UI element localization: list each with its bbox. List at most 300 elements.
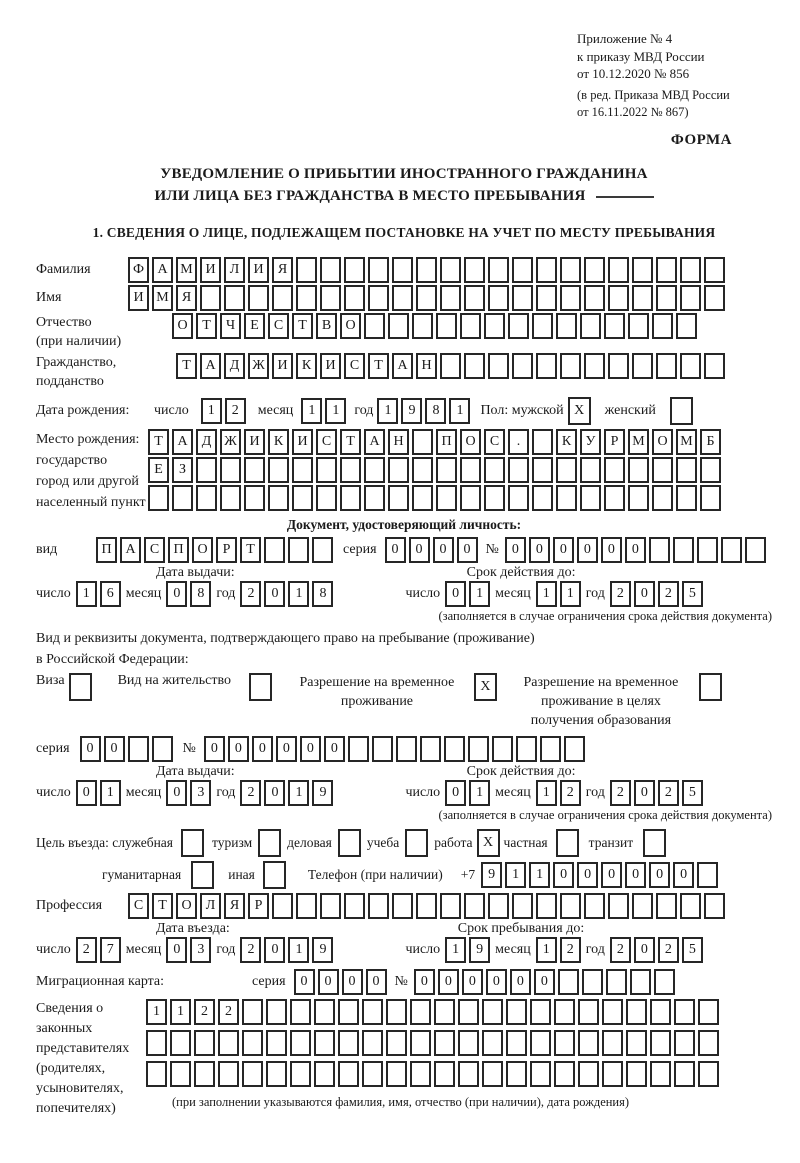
char-box[interactable]: П bbox=[96, 537, 117, 563]
char-box[interactable] bbox=[704, 353, 725, 379]
char-box[interactable] bbox=[698, 999, 719, 1025]
char-box[interactable]: 9 bbox=[312, 780, 333, 806]
char-box[interactable] bbox=[152, 736, 173, 762]
char-box[interactable]: Х bbox=[474, 673, 497, 701]
char-box[interactable]: Б bbox=[700, 429, 721, 455]
char-box[interactable]: 2 bbox=[610, 780, 631, 806]
char-box[interactable]: Л bbox=[224, 257, 245, 283]
char-box[interactable] bbox=[484, 485, 505, 511]
char-box[interactable] bbox=[248, 285, 269, 311]
char-box[interactable] bbox=[242, 999, 263, 1025]
char-box[interactable] bbox=[704, 257, 725, 283]
char-box[interactable] bbox=[196, 485, 217, 511]
char-box[interactable] bbox=[244, 485, 265, 511]
char-box[interactable] bbox=[492, 736, 513, 762]
char-box[interactable] bbox=[194, 1030, 215, 1056]
char-box[interactable] bbox=[484, 313, 505, 339]
char-box[interactable] bbox=[560, 353, 581, 379]
char-box[interactable] bbox=[674, 1030, 695, 1056]
char-box[interactable]: 0 bbox=[577, 862, 598, 888]
char-box[interactable]: И bbox=[248, 257, 269, 283]
char-box[interactable] bbox=[348, 736, 369, 762]
char-box[interactable] bbox=[580, 485, 601, 511]
char-box[interactable] bbox=[704, 285, 725, 311]
char-box[interactable] bbox=[680, 893, 701, 919]
char-box[interactable]: Т bbox=[240, 537, 261, 563]
char-box[interactable] bbox=[194, 1061, 215, 1087]
char-box[interactable] bbox=[700, 457, 721, 483]
char-box[interactable] bbox=[604, 313, 625, 339]
char-box[interactable]: 0 bbox=[433, 537, 454, 563]
char-box[interactable]: К bbox=[556, 429, 577, 455]
char-box[interactable] bbox=[316, 485, 337, 511]
char-box[interactable] bbox=[606, 969, 627, 995]
char-box[interactable]: Я bbox=[176, 285, 197, 311]
char-box[interactable]: 0 bbox=[445, 581, 466, 607]
char-box[interactable]: 0 bbox=[76, 780, 97, 806]
char-box[interactable]: 0 bbox=[366, 969, 387, 995]
char-box[interactable] bbox=[436, 485, 457, 511]
char-box[interactable] bbox=[484, 457, 505, 483]
char-box[interactable]: И bbox=[200, 257, 221, 283]
char-box[interactable] bbox=[412, 457, 433, 483]
char-box[interactable] bbox=[628, 313, 649, 339]
char-box[interactable] bbox=[602, 1061, 623, 1087]
char-box[interactable] bbox=[364, 457, 385, 483]
char-box[interactable] bbox=[436, 457, 457, 483]
char-box[interactable] bbox=[626, 1030, 647, 1056]
char-box[interactable]: . bbox=[508, 429, 529, 455]
char-box[interactable]: 2 bbox=[658, 780, 679, 806]
char-box[interactable] bbox=[170, 1061, 191, 1087]
char-box[interactable] bbox=[464, 285, 485, 311]
char-box[interactable]: С bbox=[144, 537, 165, 563]
char-box[interactable] bbox=[532, 429, 553, 455]
char-box[interactable] bbox=[578, 1061, 599, 1087]
char-box[interactable]: 0 bbox=[252, 736, 273, 762]
char-box[interactable] bbox=[650, 1030, 671, 1056]
char-box[interactable]: 0 bbox=[204, 736, 225, 762]
char-box[interactable] bbox=[264, 537, 285, 563]
char-box[interactable] bbox=[512, 257, 533, 283]
char-box[interactable] bbox=[344, 285, 365, 311]
char-box[interactable]: 0 bbox=[553, 862, 574, 888]
char-box[interactable]: 1 bbox=[288, 581, 309, 607]
char-box[interactable]: Р bbox=[248, 893, 269, 919]
char-box[interactable] bbox=[340, 485, 361, 511]
char-box[interactable]: М bbox=[628, 429, 649, 455]
char-box[interactable] bbox=[290, 1030, 311, 1056]
char-box[interactable] bbox=[680, 353, 701, 379]
char-box[interactable]: А bbox=[392, 353, 413, 379]
char-box[interactable] bbox=[512, 893, 533, 919]
char-box[interactable] bbox=[580, 313, 601, 339]
char-box[interactable] bbox=[410, 1061, 431, 1087]
char-box[interactable] bbox=[338, 999, 359, 1025]
char-box[interactable] bbox=[698, 1030, 719, 1056]
char-box[interactable]: 1 bbox=[76, 581, 97, 607]
char-box[interactable] bbox=[536, 353, 557, 379]
char-box[interactable]: Х bbox=[568, 397, 591, 425]
char-box[interactable]: Н bbox=[416, 353, 437, 379]
char-box[interactable]: 0 bbox=[486, 969, 507, 995]
char-box[interactable]: Х bbox=[477, 829, 500, 857]
char-box[interactable] bbox=[652, 313, 673, 339]
char-box[interactable]: П bbox=[436, 429, 457, 455]
char-box[interactable] bbox=[674, 1061, 695, 1087]
char-box[interactable]: 2 bbox=[560, 937, 581, 963]
char-box[interactable]: Д bbox=[224, 353, 245, 379]
char-box[interactable] bbox=[626, 1061, 647, 1087]
char-box[interactable] bbox=[649, 537, 670, 563]
char-box[interactable] bbox=[266, 1061, 287, 1087]
char-box[interactable]: 0 bbox=[438, 969, 459, 995]
char-box[interactable] bbox=[146, 1030, 167, 1056]
char-box[interactable]: Т bbox=[292, 313, 313, 339]
char-box[interactable]: 0 bbox=[166, 581, 187, 607]
char-box[interactable]: Т bbox=[196, 313, 217, 339]
char-box[interactable] bbox=[482, 1061, 503, 1087]
char-box[interactable] bbox=[296, 893, 317, 919]
char-box[interactable] bbox=[602, 1030, 623, 1056]
char-box[interactable] bbox=[721, 537, 742, 563]
char-box[interactable] bbox=[608, 353, 629, 379]
char-box[interactable] bbox=[200, 285, 221, 311]
char-box[interactable]: К bbox=[296, 353, 317, 379]
char-box[interactable] bbox=[242, 1030, 263, 1056]
char-box[interactable] bbox=[532, 485, 553, 511]
char-box[interactable] bbox=[608, 893, 629, 919]
char-box[interactable] bbox=[554, 1030, 575, 1056]
char-box[interactable]: 0 bbox=[294, 969, 315, 995]
char-box[interactable] bbox=[272, 893, 293, 919]
char-box[interactable] bbox=[468, 736, 489, 762]
char-box[interactable] bbox=[244, 457, 265, 483]
char-box[interactable] bbox=[532, 457, 553, 483]
char-box[interactable] bbox=[258, 829, 281, 857]
char-box[interactable] bbox=[630, 969, 651, 995]
char-box[interactable]: А bbox=[200, 353, 221, 379]
char-box[interactable]: 2 bbox=[658, 581, 679, 607]
char-box[interactable] bbox=[288, 537, 309, 563]
char-box[interactable]: 0 bbox=[300, 736, 321, 762]
char-box[interactable]: 1 bbox=[536, 581, 557, 607]
char-box[interactable] bbox=[364, 485, 385, 511]
char-box[interactable]: И bbox=[244, 429, 265, 455]
char-box[interactable] bbox=[440, 893, 461, 919]
char-box[interactable] bbox=[405, 829, 428, 857]
char-box[interactable] bbox=[676, 313, 697, 339]
char-box[interactable]: 0 bbox=[409, 537, 430, 563]
char-box[interactable] bbox=[242, 1061, 263, 1087]
char-box[interactable]: Ф bbox=[128, 257, 149, 283]
char-box[interactable]: 0 bbox=[445, 780, 466, 806]
char-box[interactable] bbox=[416, 257, 437, 283]
char-box[interactable] bbox=[656, 285, 677, 311]
char-box[interactable] bbox=[643, 829, 666, 857]
char-box[interactable] bbox=[508, 485, 529, 511]
char-box[interactable] bbox=[146, 1061, 167, 1087]
char-box[interactable]: 6 bbox=[100, 581, 121, 607]
char-box[interactable]: 0 bbox=[673, 862, 694, 888]
char-box[interactable] bbox=[458, 999, 479, 1025]
char-box[interactable]: 2 bbox=[76, 937, 97, 963]
char-box[interactable] bbox=[320, 257, 341, 283]
char-box[interactable]: И bbox=[292, 429, 313, 455]
char-box[interactable] bbox=[296, 257, 317, 283]
char-box[interactable]: 0 bbox=[80, 736, 101, 762]
char-box[interactable]: 5 bbox=[682, 581, 703, 607]
char-box[interactable]: К bbox=[268, 429, 289, 455]
char-box[interactable] bbox=[578, 1030, 599, 1056]
char-box[interactable] bbox=[436, 313, 457, 339]
char-box[interactable] bbox=[312, 537, 333, 563]
char-box[interactable] bbox=[458, 1061, 479, 1087]
char-box[interactable]: 1 bbox=[288, 780, 309, 806]
char-box[interactable] bbox=[560, 893, 581, 919]
char-box[interactable] bbox=[148, 485, 169, 511]
char-box[interactable] bbox=[700, 485, 721, 511]
char-box[interactable] bbox=[196, 457, 217, 483]
char-box[interactable]: П bbox=[168, 537, 189, 563]
char-box[interactable]: 0 bbox=[104, 736, 125, 762]
char-box[interactable] bbox=[224, 285, 245, 311]
char-box[interactable] bbox=[344, 257, 365, 283]
char-box[interactable]: 2 bbox=[225, 398, 246, 424]
char-box[interactable] bbox=[656, 257, 677, 283]
char-box[interactable]: 0 bbox=[324, 736, 345, 762]
char-box[interactable]: Л bbox=[200, 893, 221, 919]
char-box[interactable]: 0 bbox=[462, 969, 483, 995]
char-box[interactable]: 0 bbox=[414, 969, 435, 995]
char-box[interactable] bbox=[536, 285, 557, 311]
char-box[interactable] bbox=[556, 313, 577, 339]
char-box[interactable] bbox=[464, 893, 485, 919]
char-box[interactable] bbox=[556, 485, 577, 511]
char-box[interactable]: 5 bbox=[682, 780, 703, 806]
char-box[interactable] bbox=[388, 485, 409, 511]
char-box[interactable] bbox=[416, 285, 437, 311]
char-box[interactable] bbox=[697, 862, 718, 888]
char-box[interactable]: 0 bbox=[264, 780, 285, 806]
char-box[interactable]: 1 bbox=[377, 398, 398, 424]
char-box[interactable] bbox=[434, 1061, 455, 1087]
char-box[interactable] bbox=[697, 537, 718, 563]
char-box[interactable]: В bbox=[316, 313, 337, 339]
char-box[interactable]: 1 bbox=[325, 398, 346, 424]
char-box[interactable] bbox=[249, 673, 272, 701]
char-box[interactable] bbox=[364, 313, 385, 339]
char-box[interactable] bbox=[554, 1061, 575, 1087]
char-box[interactable]: 0 bbox=[385, 537, 406, 563]
char-box[interactable]: 0 bbox=[601, 862, 622, 888]
char-box[interactable]: 1 bbox=[469, 780, 490, 806]
char-box[interactable]: 9 bbox=[481, 862, 502, 888]
char-box[interactable]: О bbox=[460, 429, 481, 455]
char-box[interactable]: С bbox=[268, 313, 289, 339]
char-box[interactable] bbox=[608, 257, 629, 283]
char-box[interactable] bbox=[218, 1061, 239, 1087]
char-box[interactable]: О bbox=[176, 893, 197, 919]
char-box[interactable]: Я bbox=[224, 893, 245, 919]
char-box[interactable] bbox=[440, 257, 461, 283]
char-box[interactable]: Т bbox=[340, 429, 361, 455]
char-box[interactable] bbox=[626, 999, 647, 1025]
char-box[interactable] bbox=[482, 999, 503, 1025]
char-box[interactable] bbox=[674, 999, 695, 1025]
char-box[interactable] bbox=[368, 893, 389, 919]
char-box[interactable] bbox=[69, 673, 92, 701]
char-box[interactable]: 0 bbox=[457, 537, 478, 563]
char-box[interactable]: Р bbox=[604, 429, 625, 455]
char-box[interactable] bbox=[460, 457, 481, 483]
char-box[interactable]: 0 bbox=[634, 780, 655, 806]
char-box[interactable]: О bbox=[192, 537, 213, 563]
char-box[interactable]: 0 bbox=[166, 937, 187, 963]
char-box[interactable] bbox=[652, 457, 673, 483]
char-box[interactable] bbox=[558, 969, 579, 995]
char-box[interactable] bbox=[508, 457, 529, 483]
char-box[interactable]: Р bbox=[216, 537, 237, 563]
char-box[interactable] bbox=[440, 285, 461, 311]
char-box[interactable]: 1 bbox=[445, 937, 466, 963]
char-box[interactable] bbox=[584, 257, 605, 283]
char-box[interactable]: Ж bbox=[248, 353, 269, 379]
char-box[interactable] bbox=[272, 285, 293, 311]
char-box[interactable] bbox=[344, 893, 365, 919]
char-box[interactable]: 1 bbox=[170, 999, 191, 1025]
char-box[interactable] bbox=[556, 457, 577, 483]
char-box[interactable]: Т bbox=[148, 429, 169, 455]
char-box[interactable] bbox=[556, 829, 579, 857]
char-box[interactable] bbox=[340, 457, 361, 483]
char-box[interactable]: 8 bbox=[425, 398, 446, 424]
char-box[interactable] bbox=[512, 353, 533, 379]
char-box[interactable]: 0 bbox=[634, 937, 655, 963]
char-box[interactable] bbox=[292, 457, 313, 483]
char-box[interactable]: 0 bbox=[166, 780, 187, 806]
char-box[interactable]: А bbox=[152, 257, 173, 283]
char-box[interactable]: 0 bbox=[553, 537, 574, 563]
char-box[interactable]: 0 bbox=[625, 537, 646, 563]
char-box[interactable] bbox=[191, 861, 214, 889]
char-box[interactable] bbox=[656, 893, 677, 919]
char-box[interactable]: 1 bbox=[536, 937, 557, 963]
char-box[interactable] bbox=[440, 353, 461, 379]
char-box[interactable] bbox=[392, 893, 413, 919]
char-box[interactable]: О bbox=[172, 313, 193, 339]
char-box[interactable]: И bbox=[320, 353, 341, 379]
char-box[interactable] bbox=[172, 485, 193, 511]
char-box[interactable] bbox=[434, 1030, 455, 1056]
char-box[interactable]: 8 bbox=[190, 581, 211, 607]
char-box[interactable] bbox=[698, 1061, 719, 1087]
char-box[interactable]: 1 bbox=[536, 780, 557, 806]
char-box[interactable]: О bbox=[340, 313, 361, 339]
char-box[interactable]: 2 bbox=[218, 999, 239, 1025]
char-box[interactable] bbox=[628, 457, 649, 483]
char-box[interactable] bbox=[632, 285, 653, 311]
char-box[interactable] bbox=[608, 285, 629, 311]
char-box[interactable] bbox=[680, 257, 701, 283]
char-box[interactable]: 1 bbox=[529, 862, 550, 888]
char-box[interactable] bbox=[320, 285, 341, 311]
char-box[interactable] bbox=[338, 829, 361, 857]
char-box[interactable] bbox=[488, 893, 509, 919]
char-box[interactable] bbox=[220, 485, 241, 511]
char-box[interactable] bbox=[416, 893, 437, 919]
char-box[interactable] bbox=[396, 736, 417, 762]
char-box[interactable] bbox=[530, 999, 551, 1025]
char-box[interactable] bbox=[412, 485, 433, 511]
char-box[interactable]: 2 bbox=[240, 937, 261, 963]
char-box[interactable] bbox=[530, 1030, 551, 1056]
char-box[interactable]: 0 bbox=[276, 736, 297, 762]
char-box[interactable] bbox=[560, 257, 581, 283]
char-box[interactable] bbox=[388, 313, 409, 339]
char-box[interactable] bbox=[362, 1061, 383, 1087]
char-box[interactable] bbox=[699, 673, 722, 701]
char-box[interactable]: М bbox=[676, 429, 697, 455]
char-box[interactable]: А bbox=[172, 429, 193, 455]
char-box[interactable] bbox=[488, 353, 509, 379]
char-box[interactable]: Н bbox=[388, 429, 409, 455]
char-box[interactable]: О bbox=[652, 429, 673, 455]
char-box[interactable]: С bbox=[128, 893, 149, 919]
char-box[interactable]: 2 bbox=[240, 780, 261, 806]
char-box[interactable] bbox=[368, 285, 389, 311]
char-box[interactable]: 1 bbox=[560, 581, 581, 607]
char-box[interactable] bbox=[584, 893, 605, 919]
char-box[interactable] bbox=[580, 457, 601, 483]
char-box[interactable] bbox=[372, 736, 393, 762]
char-box[interactable] bbox=[516, 736, 537, 762]
char-box[interactable] bbox=[488, 257, 509, 283]
char-box[interactable] bbox=[704, 893, 725, 919]
char-box[interactable] bbox=[482, 1030, 503, 1056]
char-box[interactable]: И bbox=[128, 285, 149, 311]
char-box[interactable] bbox=[392, 257, 413, 283]
char-box[interactable] bbox=[530, 1061, 551, 1087]
char-box[interactable] bbox=[628, 485, 649, 511]
char-box[interactable] bbox=[410, 999, 431, 1025]
char-box[interactable]: Я bbox=[272, 257, 293, 283]
char-box[interactable] bbox=[602, 999, 623, 1025]
char-box[interactable]: 1 bbox=[469, 581, 490, 607]
char-box[interactable] bbox=[464, 353, 485, 379]
char-box[interactable] bbox=[170, 1030, 191, 1056]
char-box[interactable]: 3 bbox=[190, 780, 211, 806]
char-box[interactable]: 0 bbox=[318, 969, 339, 995]
char-box[interactable] bbox=[488, 285, 509, 311]
char-box[interactable] bbox=[444, 736, 465, 762]
char-box[interactable] bbox=[386, 999, 407, 1025]
char-box[interactable] bbox=[263, 861, 286, 889]
char-box[interactable]: С bbox=[484, 429, 505, 455]
char-box[interactable]: 1 bbox=[146, 999, 167, 1025]
char-box[interactable] bbox=[564, 736, 585, 762]
char-box[interactable] bbox=[266, 1030, 287, 1056]
char-box[interactable] bbox=[266, 999, 287, 1025]
char-box[interactable] bbox=[460, 313, 481, 339]
char-box[interactable]: 0 bbox=[510, 969, 531, 995]
char-box[interactable] bbox=[412, 429, 433, 455]
char-box[interactable] bbox=[673, 537, 694, 563]
char-box[interactable] bbox=[290, 999, 311, 1025]
char-box[interactable] bbox=[338, 1061, 359, 1087]
char-box[interactable] bbox=[420, 736, 441, 762]
char-box[interactable] bbox=[670, 397, 693, 425]
